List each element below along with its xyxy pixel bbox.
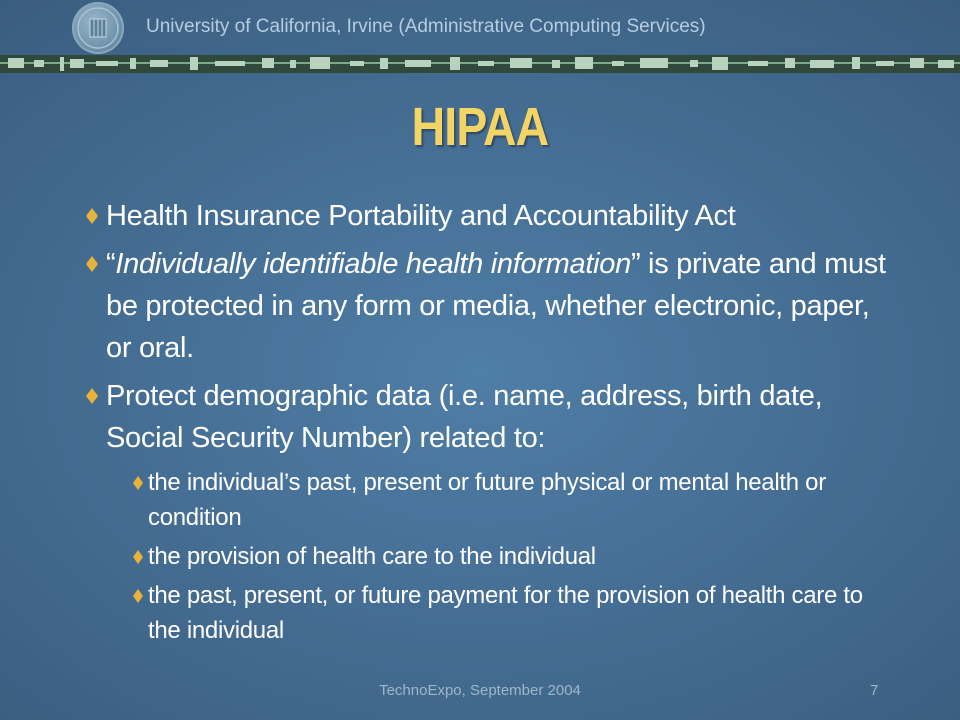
bullet-text: ” is private and must be protected in any form or media, whether electronic, paper, or oral.: [106, 248, 886, 364]
diamond-bullet-icon: [133, 589, 143, 603]
diamond-bullet-icon: [86, 256, 98, 272]
header-title: University of California, Irvine (Administrative Computing Services): [146, 16, 706, 37]
bullet-text: Protect demographic data (i.e. name, address, birth date, Social Security Number) related to:: [106, 380, 823, 454]
circuit-band: [0, 55, 960, 73]
bullet-item: [80, 195, 900, 237]
sub-bullet-item: [80, 465, 900, 535]
diamond-bullet-icon: [133, 550, 143, 564]
bullet-list: [80, 195, 900, 652]
sub-bullet-item: [80, 578, 900, 648]
sub-bullet-text: the provision of health care to the individual: [148, 543, 596, 570]
bullet-text: Health Insurance Portability and Accountability Act: [106, 200, 736, 232]
sub-bullet-text: the past, present, or future payment for the provision of health care to the individual: [148, 582, 863, 644]
page-number: 7: [870, 682, 879, 699]
bullet-item: [80, 243, 900, 369]
diamond-bullet-icon: [133, 476, 143, 490]
footer-event: TechnoExpo, September 2004: [379, 682, 581, 699]
bullet-item: [80, 375, 900, 459]
bullet-italic-phrase: Individually identifiable health information: [115, 248, 631, 280]
sub-bullet-text: the individual’s past, present or future physical or mental health or condition: [148, 469, 826, 531]
diamond-bullet-icon: [86, 208, 98, 224]
uci-seal-icon: [72, 2, 124, 54]
slide-title: HIPAA: [411, 97, 549, 157]
bullet-quote-open: “: [106, 248, 116, 280]
sub-bullet-item: [80, 539, 900, 574]
diamond-bullet-icon: [86, 388, 98, 404]
slide-header: [0, 0, 960, 56]
